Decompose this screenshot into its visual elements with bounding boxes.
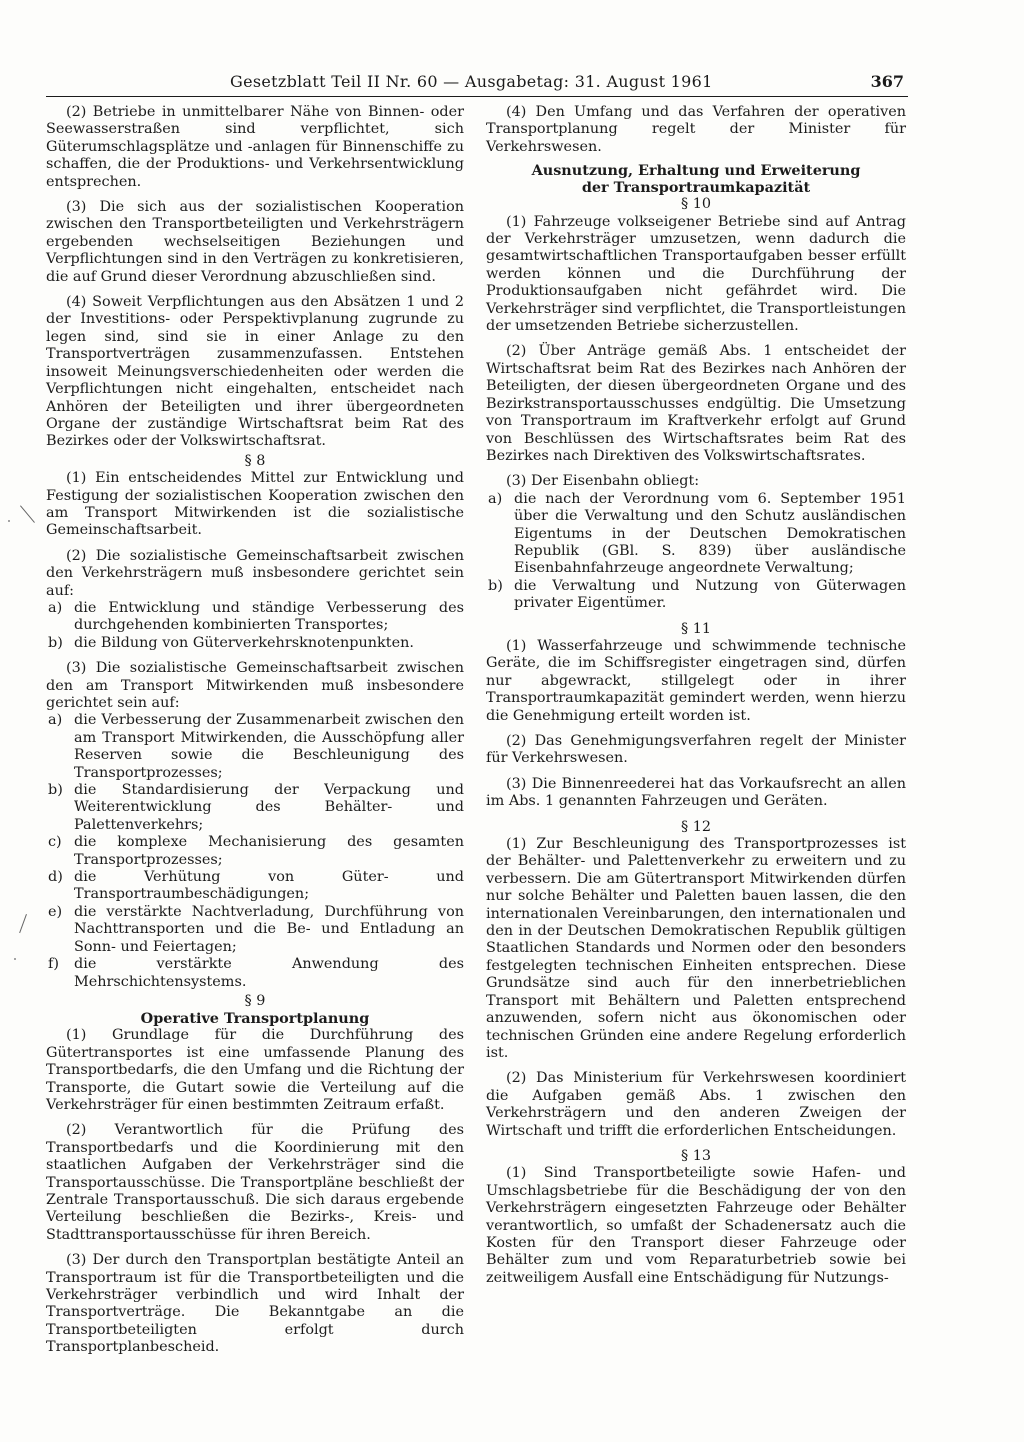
paragraph: (3) Der Eisenbahn obliegt: (506, 473, 700, 490)
page-number: 367 (870, 72, 904, 91)
left-column (46, 104, 464, 1365)
list-item (46, 834, 464, 869)
section-mark-8: § 8 (244, 452, 266, 469)
margin-pencil-mark (19, 914, 27, 933)
list-item (46, 712, 464, 782)
enumerated-list (46, 712, 464, 991)
right-column (486, 104, 906, 1295)
list-marker: a) (48, 712, 63, 729)
header-title: Gesetzblatt Teil II Nr. 60 — Ausgabetag: 31. August 1961 (230, 72, 713, 91)
paragraph: (3) Die sozialistische Gemeinschaftsarbeit zwischen den am Transport Mitwirkenden muß insbesondere gerichtet sein auf: (46, 660, 464, 711)
list-item (46, 600, 464, 635)
paragraph: (2) Das Genehmigungsverfahren regelt der Minister für Verkehrswesen. (486, 733, 906, 767)
margin-pencil-dot (14, 958, 16, 960)
paragraph: (2) Das Ministerium für Verkehrswesen koordiniert die Aufgaben gemäß Abs. 1 zwischen den Verkehrsträgern und den anderen Zweigen der Wirtschaft und trifft die erforderlichen Entscheidungen. (486, 1070, 906, 1139)
paragraph: (2) Die sozialistische Gemeinschaftsarbeit zwischen den Verkehrsträgern muß insbesondere gerichtet sein auf: (46, 547, 464, 599)
paragraph: (4) Den Umfang und das Verfahren der operativen Transportplanung regelt der Minister für Verkehrswesen. (486, 104, 906, 155)
list-item-text: die verstärkte Anwendung des Mehrschichtensystems. (74, 956, 464, 990)
paragraph: (3) Die Binnenreederei hat das Vorkaufsrecht an allen im Abs. 1 genannten Fahrzeugen und Geräten. (486, 775, 906, 810)
paragraph: (2) Verantwortlich für die Prüfung des Transportbedarfs und die Koordinierung mit den staatlichen Aufgaben der Verkehrsträger sind die Transportausschüsse. Die Transportpläne beschließt der Zentrale Transportausschuß. Die sich daraus ergebende Verteilung beschließen die Bezirks-, Kreis- und Stadttransportausschüsse für ihren Bereich. (46, 1122, 464, 1243)
enumerated-list (46, 600, 464, 652)
section-mark-10: § 10 (680, 196, 712, 213)
section-mark-13: § 13 (680, 1147, 712, 1164)
list-marker: d) (48, 869, 63, 886)
list-item-text: die komplexe Mechanisierung des gesamten Transportprozesses; (74, 834, 464, 868)
paragraph: (1) Grundlage für die Durchführung des Gütertransportes ist eine umfassende Planung des Transportbedarfs, die den Umfang und die Richtung der Transporte, die Gutart sowie die Verteilung auf die Verkehrsträger für einen bestimmten Zeitraum erfaßt. (46, 1027, 464, 1113)
paragraph: (1) Fahrzeuge volkseigener Betriebe sind auf Antrag der Verkehrsträger umzusetzen, wenn dadurch die gesamtwirtschaftlichen Transportaufgaben besser erfüllt werden können und die Durchführung der Produktionsaufgaben nicht gefährdet wird. Die Verkehrsträger sind verpflichtet, die Transportleistungen der umsetzenden Betriebe sicherzustellen. (486, 213, 906, 335)
list-item (46, 956, 464, 991)
enumerated-list (486, 491, 906, 613)
margin-pencil-dot (8, 520, 10, 522)
list-marker: a) (488, 490, 503, 507)
paragraph: (2) Betriebe in unmittelbarer Nähe von Binnen- oder Seewasserstraßen sind verpflichtet, sich Güterumschlagsplätze und -anlagen für Binnenschiffe zu schaffen, die der Produktions- und Verkehrsentwicklung entsprechen. (46, 104, 464, 190)
paragraph: (3) Die sich aus der sozialistischen Kooperation zwischen den Transportbeteiligten und Verkehrsträgern ergebenden wechselseitigen Beziehungen und Verpflichtungen sind in den Verträgen zu konkretisieren, die auf Grund dieser Verordnung abzuschließen sind. (46, 199, 464, 285)
page-header (46, 70, 908, 97)
paragraph: (1) Zur Beschleunigung des Transportprozesses ist der Behälter- und Palettenverkehr zu erweitern und zu verbessern. Die am Gütertransport Mitwirkenden dürfen nur solche Behälter und Paletten bauen lassen, die den internationalen Vereinbarungen, den internationalen und den in der Deutschen Demokratischen Republik gültigen Staatlichen Standards und Normen oder den besonders festgelegten technischen Einheiten entsprechen. Diese Grundsätze sind auch für den innerbetrieblichen Transport mit Behältern und Paletten entsprechend anzuwenden, sofern nicht aus ökonomischen oder technischen Gründen eine andere Regelung erforderlich ist. (486, 836, 906, 1061)
section-heading: Operative Transportplanung (140, 1010, 370, 1028)
paragraph: (4) Soweit Verpflichtungen aus den Absätzen 1 und 2 der Investitions- oder Perspektivplanung zugrunde zu legen sind, sind sie in einer Anlage zu den Transportverträgen zusammenzufassen. Entstehen insoweit Meinungsverschiedenheiten oder werden die Verpflichtungen nicht eingehalten, entscheidet nach Anhören der Beteiligten und ihrer übergeordneten Organe der zuständige Wirtschaftsrat beim Rat des Bezirkes oder der Volkswirtschaftsrat. (46, 294, 464, 450)
list-item (486, 491, 906, 578)
list-marker: a) (48, 599, 63, 616)
list-item (46, 635, 464, 652)
section-mark-11: § 11 (680, 620, 712, 637)
list-marker: c) (48, 834, 62, 851)
paragraph: (2) Über Anträge gemäß Abs. 1 entscheidet der Wirtschaftsrat beim Rat des Bezirkes nach Anhören der Beteiligten, der diesen übergeordneten Organe und des Bezirkstransportausschusses endgültig. Die Umsetzung von Transportraum im Kraftverkehr erfolgt auf Grund von Beschlüssen des Wirtschaftsrates beim Rat des Bezirkes nach Direktiven des Volkswirtschaftsrates. (486, 343, 906, 464)
paragraph: (1) Wasserfahrzeuge und schwimmende technische Geräte, die im Schiffsregister eingetragen sind, dürfen nur abgewrackt, stillgelegt oder in ihrer Transportraumkapazität gemindert werden, wenn hierzu die Genehmigung erteilt worden ist. (486, 637, 906, 724)
list-marker: b) (48, 634, 63, 651)
list-item-text: die nach der Verordnung vom 6. September 1951 über die Verwaltung und den Schutz ausländischen Eigentums in der Deutschen Demokratischen Republik (GBl. S. 839) über ausländische Eisenbahnfahrzeuge angeordnete Verwaltung; (514, 490, 906, 577)
list-item-text: die Verwaltung und Nutzung von Güterwagen privater Eigentümer. (514, 577, 906, 612)
list-item-text: die Verhütung von Güter- und Transportraumbeschädigungen; (74, 869, 464, 903)
section-heading: Ausnutzung, Erhaltung und Erweiterung der Transportraumkapazität (531, 162, 861, 197)
section-mark-12: § 12 (680, 818, 712, 835)
list-item (46, 904, 464, 956)
list-item (46, 782, 464, 834)
list-marker: b) (48, 782, 63, 799)
list-item-text: die Bildung von Güterverkehrsknotenpunkten. (74, 634, 414, 651)
list-item-text: die Entwicklung und ständige Verbesserung des durchgehenden kombinierten Transportes; (74, 599, 464, 634)
list-item (46, 869, 464, 904)
list-marker: e) (48, 903, 63, 920)
list-item-text: die verstärkte Nachtverladung, Durchführung von Nachttransporten und die Be- und Entladung an Sonn- und Feiertagen; (74, 903, 464, 955)
list-marker: b) (488, 577, 503, 594)
list-item-text: die Verbesserung der Zusammenarbeit zwischen den am Transport Mitwirkenden, die Ausschöpfung aller Reserven sowie die Beschleunigung des Transportprozesses; (74, 712, 464, 781)
list-marker: f) (48, 956, 59, 973)
list-item-text: die Standardisierung der Verpackung und Weiterentwicklung des Behälter- und Palettenverkehrs; (74, 782, 464, 833)
paragraph: (1) Ein entscheidendes Mittel zur Entwicklung und Festigung der sozialistischen Kooperation zwischen den am Transport Mitwirkenden ist die sozialistische Gemeinschaftsarbeit. (46, 470, 464, 539)
paragraph: (3) Der durch den Transportplan bestätigte Anteil an Transportraum ist für die Transportbeteiligten und die Verkehrsträger verbindlich und wird Inhalt der Transportverträge. Die Bekanntgabe an die Transportbeteiligten erfolgt durch Transportplanbescheid. (46, 1252, 464, 1356)
section-mark-9: § 9 (244, 992, 266, 1009)
list-item (486, 578, 906, 613)
margin-pencil-mark (20, 505, 35, 523)
paragraph: (1) Sind Transportbeteiligte sowie Hafen- und Umschlagsbetriebe für die Beschädigung der von den Verkehrsträgern eingesetzten Fahrzeuge oder Behälter verantwortlich, so umfaßt der Schadenersatz auch die Kosten für den Transport dieser Fahrzeuge oder Behälter zum und vom Reparaturbetrieb sowie bei zeitweiligem Ausfall eine Entschädigung für Nutzungs- (486, 1165, 906, 1286)
